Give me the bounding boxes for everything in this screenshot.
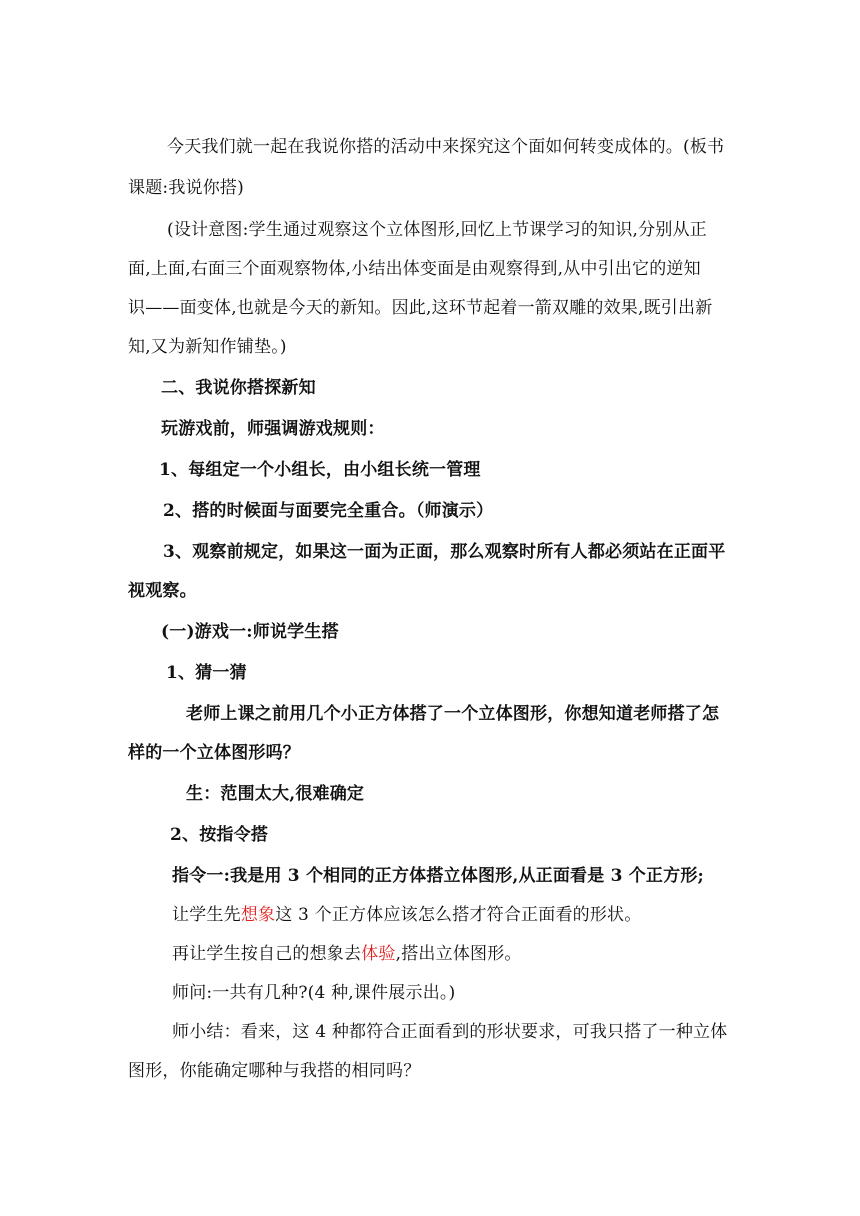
paragraph-line: 图形，你能确定哪种与我搭的相同吗？ bbox=[128, 1061, 421, 1081]
experience-line bbox=[172, 943, 522, 965]
paragraph-line: 课题:我说你搭) bbox=[128, 178, 244, 198]
game-heading-title: 师说学生搭 bbox=[252, 622, 339, 642]
paragraph-line: 今天我们就一起在我说你搭的活动中来探究这个面如何转变成体的。(板书 bbox=[167, 137, 725, 157]
imagine-after: 这 3 个正方体应该怎么搭才符合正面看的形状。 bbox=[275, 905, 642, 925]
sub-heading: 2、按指令搭 bbox=[170, 825, 269, 845]
imagine-before: 让学生先 bbox=[172, 905, 241, 925]
rule-item-continuation: 视观察。 bbox=[128, 581, 197, 601]
paragraph-line: 师小结：看来，这 4 种都符合正面看到的形状要求，可我只搭了一种立体 bbox=[172, 1022, 728, 1042]
paragraph-line: 识——面变体,也就是今天的新知。因此,这环节起着一箭双雕的效果,既引出新 bbox=[128, 298, 713, 318]
section-heading: 二、我说你搭探新知 bbox=[161, 378, 316, 398]
imagine-highlight: 想象 bbox=[240, 905, 276, 925]
instruction-line: 指令一:我是用 3 个相同的正方体搭立体图形,从正面看是 3 个正方形; bbox=[172, 866, 704, 886]
paragraph-line: 样的一个立体图形吗？ bbox=[128, 743, 300, 763]
experience-after: ,搭出立体图形。 bbox=[395, 944, 522, 964]
student-reply: 生：范围太大,很难确定 bbox=[186, 784, 365, 804]
rules-intro: 玩游戏前，师强调游戏规则： bbox=[161, 419, 385, 439]
experience-before: 再让学生按自己的想象去 bbox=[172, 944, 362, 964]
game-heading bbox=[161, 621, 339, 643]
paragraph-line: 面,上面,右面三个面观察物体,小结出体变面是由观察得到,从中引出它的逆知 bbox=[128, 259, 701, 279]
paragraph-line: 知,又为新知作铺垫。) bbox=[128, 337, 287, 357]
game-heading-prefix: (一)游戏一: bbox=[161, 622, 253, 642]
sub-heading: 1、猜一猜 bbox=[166, 663, 247, 683]
imagine-line bbox=[172, 904, 641, 926]
rule-item: 2、搭的时候面与面要完全重合。（师演示） bbox=[163, 501, 494, 521]
experience-highlight: 体验 bbox=[361, 944, 396, 964]
paragraph-line: 老师上课之前用几个小正方体搭了一个立体图形，你想知道老师搭了怎 bbox=[186, 704, 720, 724]
rule-item: 3、观察前规定，如果这一面为正面，那么观察时所有人都必须站在正面平 bbox=[163, 542, 726, 562]
teacher-question: 师问:一共有几种?(4 种,课件展示出。) bbox=[172, 983, 456, 1003]
paragraph-line: (设计意图:学生通过观察这个立体图形,回忆上节课学习的知识,分别从正 bbox=[167, 220, 707, 240]
rule-item: 1、每组定一个小组长，由小组长统一管理 bbox=[159, 460, 481, 480]
